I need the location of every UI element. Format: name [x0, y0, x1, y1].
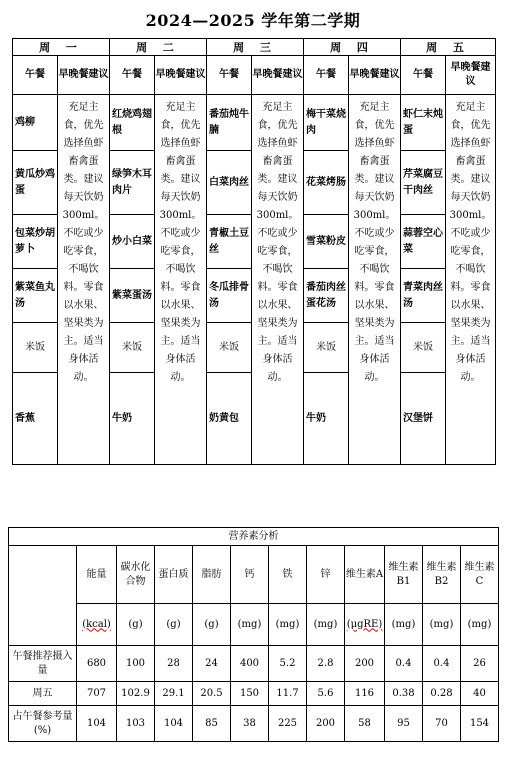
dish-cell: 包菜炒胡萝卜: [13, 215, 58, 269]
advice-header: 早晚餐建议: [446, 56, 496, 95]
row-label: 周五: [9, 682, 77, 706]
value-cell: 680: [77, 646, 117, 682]
dish-cell: 米饭: [401, 323, 446, 373]
unit-cell: (μgRE): [345, 604, 385, 646]
dish-cell: 鸡柳: [13, 95, 58, 151]
value-cell: 40: [461, 682, 499, 706]
nutrition-analysis-table: [8, 527, 499, 742]
dish-cell: 白菜肉丝: [207, 151, 252, 215]
value-cell: 0.4: [385, 646, 423, 682]
dish-cell: 黄瓜炒鸡蛋: [13, 151, 58, 215]
value-cell: 104: [77, 706, 117, 742]
dish-cell: 芹菜腐豆干肉丝: [401, 151, 446, 215]
dish-cell: 汉堡饼: [401, 373, 446, 465]
dish-cell: 虾仁末炖蛋: [401, 95, 446, 151]
dish-cell: 牛奶: [304, 373, 349, 465]
dish-cell: 番茄炖牛腩: [207, 95, 252, 151]
value-cell: 5.2: [269, 646, 307, 682]
lunch-header: 午餐: [13, 56, 58, 95]
nutrient-header: 碳水化合物: [117, 546, 155, 604]
advice-header: 早晚餐建议: [252, 56, 304, 95]
lunch-header: 午餐: [401, 56, 446, 95]
dish-cell: 花菜烤肠: [304, 151, 349, 215]
value-cell: 100: [117, 646, 155, 682]
dish-cell: 冬瓜排骨汤: [207, 269, 252, 323]
meal-advice: 充足主食，优先选择鱼虾畜禽蛋类。建议每天饮奶300ml。不吃或少吃零食，不喝饮料。零食以水果、坚果类为主。适当身体活动。: [58, 95, 110, 465]
dish-cell: 牛奶: [110, 373, 155, 465]
unit-cell: (mg): [231, 604, 269, 646]
value-cell: 707: [77, 682, 117, 706]
dish-cell: 雪菜粉皮: [304, 215, 349, 269]
dish-cell: 炒小白菜: [110, 215, 155, 269]
dish-cell: 米饭: [13, 323, 58, 373]
value-cell: 24: [193, 646, 231, 682]
unit-cell: (g): [155, 604, 193, 646]
nutrient-header: 能量: [77, 546, 117, 604]
meal-advice: 充足主食，优先选择鱼虾畜禽蛋类。建议每天饮奶300ml。不吃或少吃零食，不喝饮料。零食以水果、坚果类为主。适当身体活动。: [252, 95, 304, 465]
nutrient-header-row: [9, 546, 499, 604]
day-header-mon: 周 一: [13, 39, 110, 56]
value-cell: 102.9: [117, 682, 155, 706]
value-cell: 103: [117, 706, 155, 742]
day-header-thu: 周 四: [304, 39, 401, 56]
dish-cell: 绿笋木耳肉片: [110, 151, 155, 215]
meal-advice: 充足主食，优先选择鱼虾畜禽蛋类。建议每天饮奶300ml。不吃或少吃零食，不喝饮料。零食以水果、坚果类为主。适当身体活动。: [446, 95, 496, 465]
unit-cell: (mg): [461, 604, 499, 646]
nutrient-header: 锌: [307, 546, 345, 604]
value-cell: 0.38: [385, 682, 423, 706]
unit-cell: (g): [193, 604, 231, 646]
weekly-menu-table: [12, 38, 496, 465]
dish-cell: 青菜肉丝汤: [401, 269, 446, 323]
value-cell: 200: [345, 646, 385, 682]
dish-cell: 紫菜蛋汤: [110, 269, 155, 323]
dish-cell: 青椒土豆丝: [207, 215, 252, 269]
nutrition-row: [9, 682, 499, 706]
dish-cell: 香蕉: [13, 373, 58, 465]
value-cell: 225: [269, 706, 307, 742]
value-cell: 5.6: [307, 682, 345, 706]
value-cell: 58: [345, 706, 385, 742]
lunch-header: 午餐: [110, 56, 155, 95]
dish-cell: 红烧鸡翅根: [110, 95, 155, 151]
value-cell: 400: [231, 646, 269, 682]
value-cell: 29.1: [155, 682, 193, 706]
nutrient-header: 蛋白质: [155, 546, 193, 604]
corner-cell: [9, 546, 77, 646]
nutrient-header: 钙: [231, 546, 269, 604]
nutrition-row: [9, 706, 499, 742]
dish-cell: 米饭: [110, 323, 155, 373]
day-header-tue: 周 二: [110, 39, 207, 56]
day-header-wed: 周 三: [207, 39, 304, 56]
dish-cell: 奶黄包: [207, 373, 252, 465]
nutrition-title: 营养素分析: [9, 528, 499, 546]
value-cell: 2.8: [307, 646, 345, 682]
unit-cell: (mg): [423, 604, 461, 646]
advice-header: 早晚餐建议: [349, 56, 401, 95]
value-cell: 95: [385, 706, 423, 742]
meal-advice: 充足主食，优先选择鱼虾畜禽蛋类。建议每天饮奶300ml。不吃或少吃零食，不喝饮料。零食以水果、坚果类为主。适当身体活动。: [155, 95, 207, 465]
dish-cell: 米饭: [207, 323, 252, 373]
nutrient-header: 维生素B1: [385, 546, 423, 604]
value-cell: 154: [461, 706, 499, 742]
value-cell: 28: [155, 646, 193, 682]
nutrient-header: 维生素C: [461, 546, 499, 604]
value-cell: 104: [155, 706, 193, 742]
value-cell: 11.7: [269, 682, 307, 706]
page-title: 2024—2025 学年第二学期: [145, 11, 361, 30]
dish-cell: 番茄肉丝蛋花汤: [304, 269, 349, 323]
value-cell: 85: [193, 706, 231, 742]
value-cell: 26: [461, 646, 499, 682]
day-header-fri: 周 五: [401, 39, 496, 56]
dish-cell: 蒜蓉空心菜: [401, 215, 446, 269]
row-label: 午餐推荐摄入量: [9, 646, 77, 682]
unit-cell: (g): [117, 604, 155, 646]
unit-row: [9, 604, 499, 646]
value-cell: 116: [345, 682, 385, 706]
row-label: 占午餐参考量(%): [9, 706, 77, 742]
nutrition-title-row: [9, 528, 499, 546]
lunch-header: 午餐: [207, 56, 252, 95]
unit-cell: (mg): [269, 604, 307, 646]
value-cell: 200: [307, 706, 345, 742]
sub-header-row: [13, 56, 496, 95]
value-cell: 70: [423, 706, 461, 742]
unit-cell: (mg): [385, 604, 423, 646]
nutrient-header: 维生素A: [345, 546, 385, 604]
value-cell: 0.4: [423, 646, 461, 682]
value-cell: 38: [231, 706, 269, 742]
advice-header: 早晚餐建议: [155, 56, 207, 95]
day-header-row: [13, 39, 496, 56]
dish-cell: 紫菜鱼丸汤: [13, 269, 58, 323]
lunch-header: 午餐: [304, 56, 349, 95]
advice-header: 早晚餐建议: [58, 56, 110, 95]
dish-cell: 梅干菜烧肉: [304, 95, 349, 151]
value-cell: 20.5: [193, 682, 231, 706]
nutrient-header: 铁: [269, 546, 307, 604]
unit-cell: (kcal): [77, 604, 117, 646]
nutrient-header: 维生素B2: [423, 546, 461, 604]
unit-cell: (mg): [307, 604, 345, 646]
nutrition-row: [9, 646, 499, 682]
value-cell: 150: [231, 682, 269, 706]
meal-advice: 充足主食，优先选择鱼虾畜禽蛋类。建议每天饮奶300ml。不吃或少吃零食，不喝饮料。零食以水果、坚果类为主。适当身体活动。: [349, 95, 401, 465]
dish-cell: 米饭: [304, 323, 349, 373]
nutrient-header: 脂肪: [193, 546, 231, 604]
value-cell: 0.28: [423, 682, 461, 706]
menu-row: [13, 95, 496, 151]
